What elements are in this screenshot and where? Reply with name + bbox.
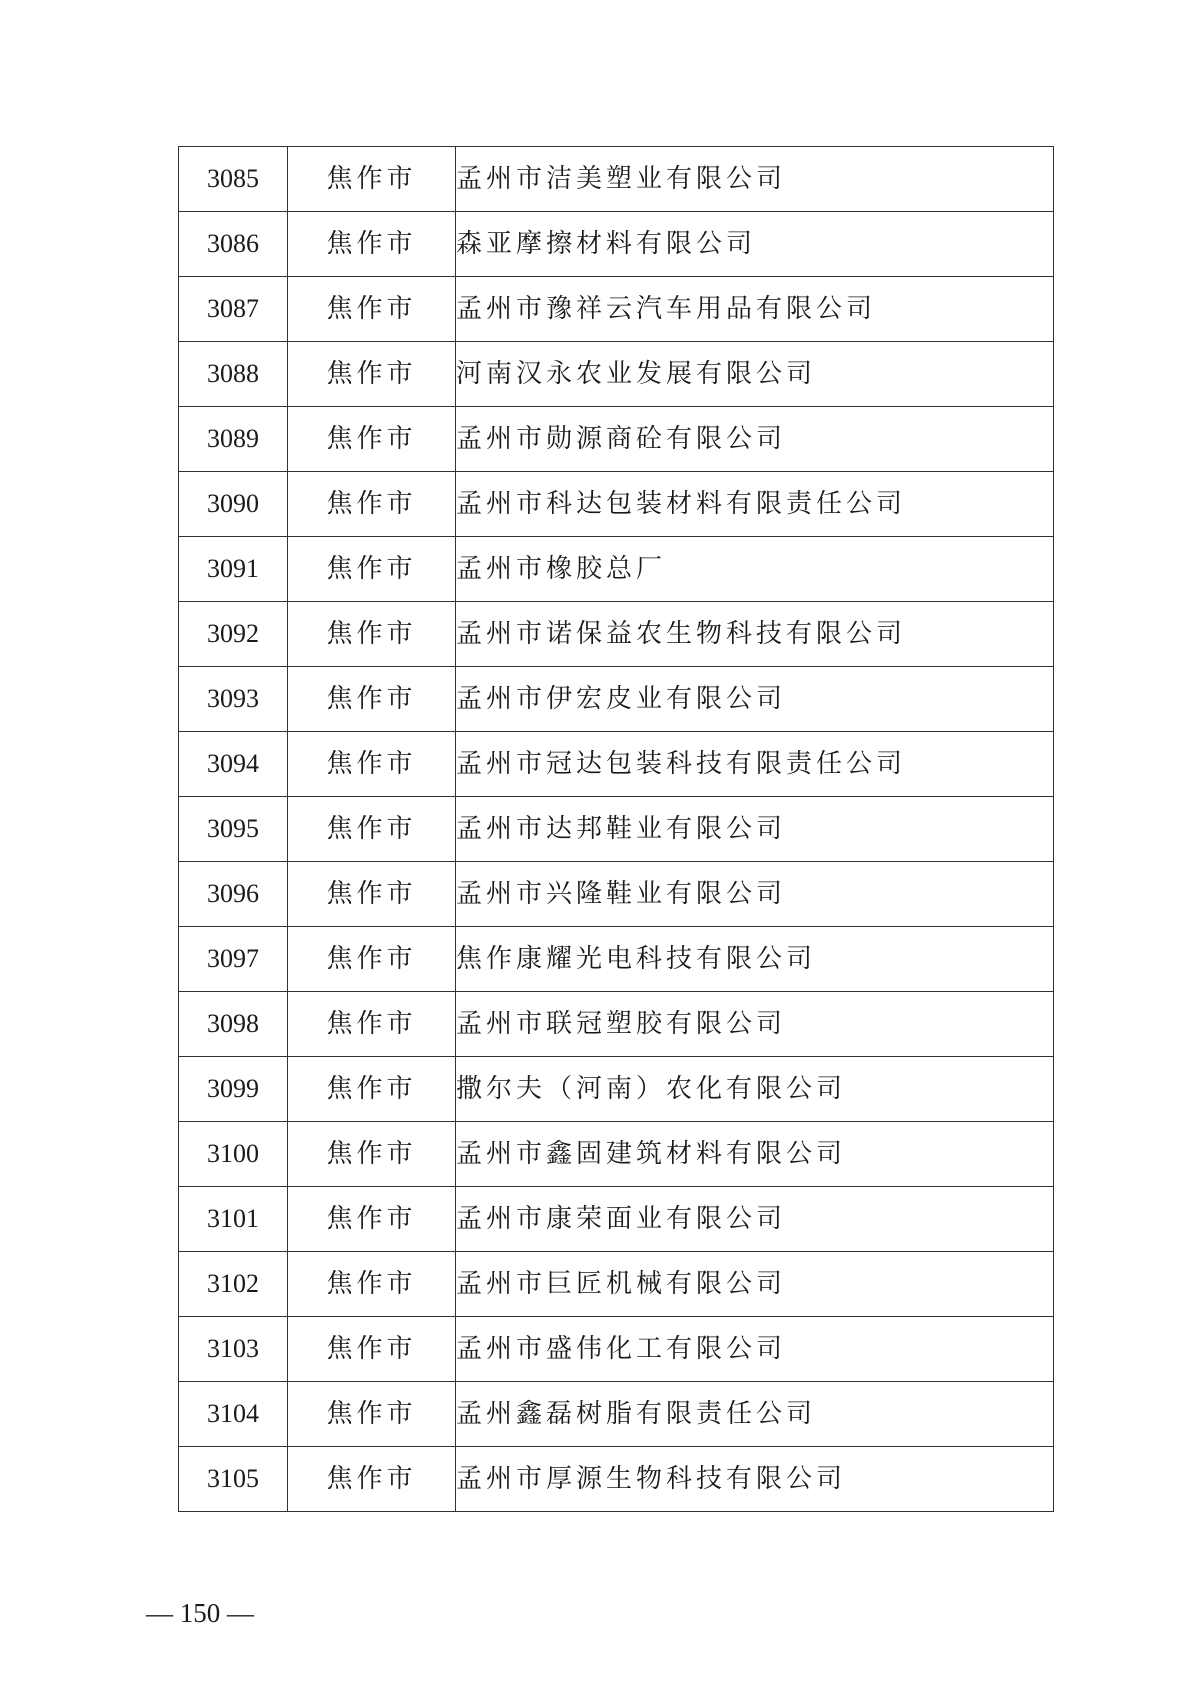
row-number-cell: 3102 [179,1252,288,1317]
city-cell: 焦作市 [288,797,456,862]
city-cell: 焦作市 [288,537,456,602]
company-name-cell: 孟州鑫磊树脂有限责任公司 [456,1382,1054,1447]
city-cell: 焦作市 [288,1187,456,1252]
row-number-cell: 3091 [179,537,288,602]
city-cell: 焦作市 [288,732,456,797]
city-cell: 焦作市 [288,602,456,667]
table-row [179,1317,1054,1382]
row-number-cell: 3095 [179,797,288,862]
row-number-cell: 3092 [179,602,288,667]
company-name-cell: 孟州市兴隆鞋业有限公司 [456,862,1054,927]
row-number-cell: 3100 [179,1122,288,1187]
table-row [179,602,1054,667]
city-cell: 焦作市 [288,667,456,732]
table-row [179,927,1054,992]
city-cell: 焦作市 [288,862,456,927]
table-row [179,472,1054,537]
city-cell: 焦作市 [288,1382,456,1447]
city-cell: 焦作市 [288,1317,456,1382]
city-cell: 焦作市 [288,992,456,1057]
company-name-cell: 孟州市联冠塑胶有限公司 [456,992,1054,1057]
row-number-cell: 3101 [179,1187,288,1252]
row-number-cell: 3090 [179,472,288,537]
company-name-cell: 孟州市勋源商砼有限公司 [456,407,1054,472]
table-row [179,1447,1054,1512]
company-name-cell: 孟州市鑫固建筑材料有限公司 [456,1122,1054,1187]
row-number-cell: 3104 [179,1382,288,1447]
company-name-cell: 孟州市冠达包装科技有限责任公司 [456,732,1054,797]
table-row [179,537,1054,602]
table-row [179,407,1054,472]
table-row [179,1057,1054,1122]
table-row [179,862,1054,927]
city-cell: 焦作市 [288,212,456,277]
city-cell: 焦作市 [288,927,456,992]
company-name-cell: 孟州市巨匠机械有限公司 [456,1252,1054,1317]
row-number-cell: 3089 [179,407,288,472]
row-number-cell: 3086 [179,212,288,277]
company-name-cell: 孟州市橡胶总厂 [456,537,1054,602]
company-name-cell: 孟州市伊宏皮业有限公司 [456,667,1054,732]
city-cell: 焦作市 [288,1447,456,1512]
table-row [179,277,1054,342]
city-cell: 焦作市 [288,1122,456,1187]
company-list-table [178,146,1054,1512]
city-cell: 焦作市 [288,277,456,342]
company-name-cell: 河南汉永农业发展有限公司 [456,342,1054,407]
city-cell: 焦作市 [288,472,456,537]
company-name-cell: 孟州市达邦鞋业有限公司 [456,797,1054,862]
row-number-cell: 3099 [179,1057,288,1122]
row-number-cell: 3087 [179,277,288,342]
table-row [179,1122,1054,1187]
row-number-cell: 3103 [179,1317,288,1382]
company-name-cell: 撒尔夫（河南）农化有限公司 [456,1057,1054,1122]
company-name-cell: 孟州市洁美塑业有限公司 [456,147,1054,212]
company-name-cell: 孟州市厚源生物科技有限公司 [456,1447,1054,1512]
row-number-cell: 3093 [179,667,288,732]
row-number-cell: 3097 [179,927,288,992]
table-row [179,1187,1054,1252]
row-number-cell: 3085 [179,147,288,212]
row-number-cell: 3094 [179,732,288,797]
row-number-cell: 3105 [179,1447,288,1512]
table-row [179,797,1054,862]
page-number: — 150 — [146,1598,254,1628]
city-cell: 焦作市 [288,1252,456,1317]
table-body [179,147,1054,1512]
table-row [179,147,1054,212]
table-row [179,342,1054,407]
row-number-cell: 3096 [179,862,288,927]
company-name-cell: 孟州市盛伟化工有限公司 [456,1317,1054,1382]
company-name-cell: 孟州市康荣面业有限公司 [456,1187,1054,1252]
company-name-cell: 孟州市诺保益农生物科技有限公司 [456,602,1054,667]
table-row [179,732,1054,797]
company-name-cell: 焦作康耀光电科技有限公司 [456,927,1054,992]
company-name-cell: 森亚摩擦材料有限公司 [456,212,1054,277]
table-row [179,667,1054,732]
company-name-cell: 孟州市豫祥云汽车用品有限公司 [456,277,1054,342]
table-row [179,1382,1054,1447]
table-row [179,992,1054,1057]
row-number-cell: 3098 [179,992,288,1057]
city-cell: 焦作市 [288,147,456,212]
city-cell: 焦作市 [288,342,456,407]
company-name-cell: 孟州市科达包装材料有限责任公司 [456,472,1054,537]
city-cell: 焦作市 [288,407,456,472]
city-cell: 焦作市 [288,1057,456,1122]
table-row [179,212,1054,277]
table-row [179,1252,1054,1317]
row-number-cell: 3088 [179,342,288,407]
